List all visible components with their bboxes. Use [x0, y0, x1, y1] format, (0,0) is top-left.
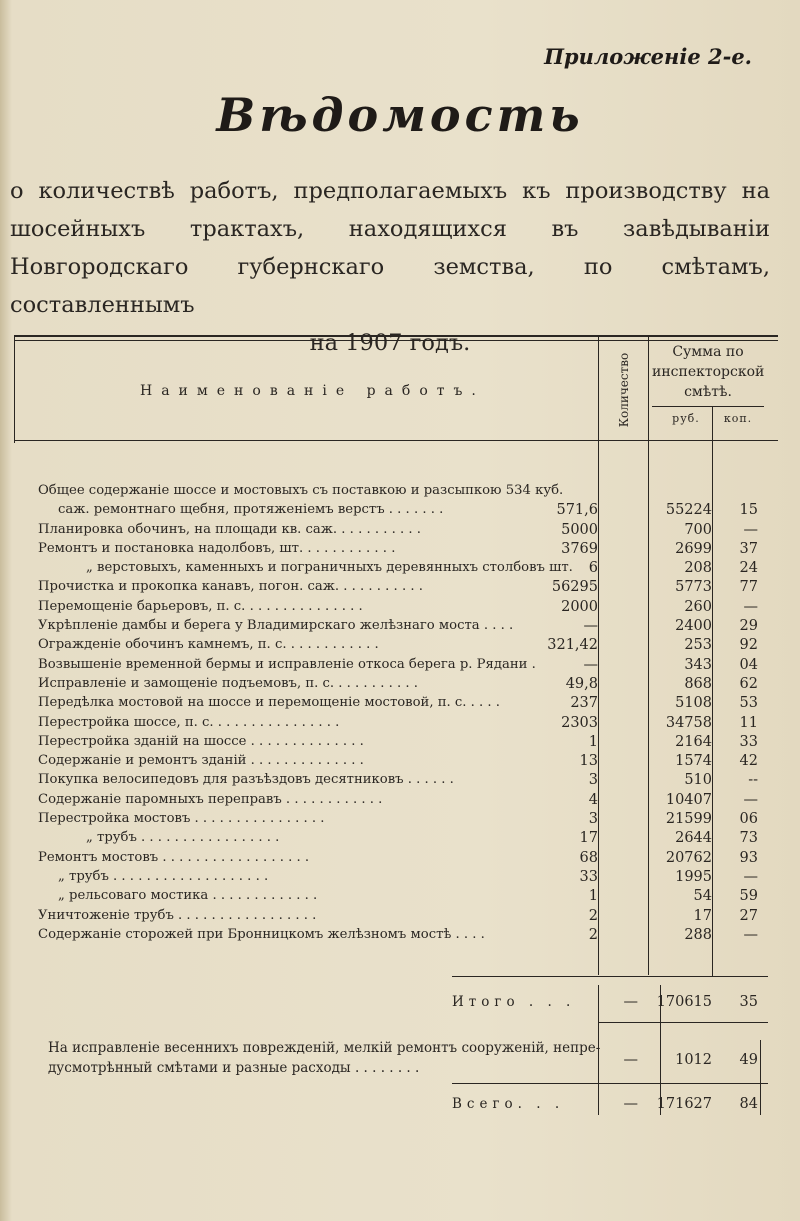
row-qty: 237: [570, 695, 598, 712]
row-name: Ремонтъ мостовъ . . . . . . . . . . . . . . . . . .: [38, 849, 310, 865]
itogo-qty: —: [623, 994, 638, 1010]
row-name: „ трубъ . . . . . . . . . . . . . . . . . . .: [58, 868, 269, 884]
row-kop: —: [743, 598, 758, 615]
row-name: Покупка велосипедовъ для разъѣздовъ десятниковъ . . . . . .: [38, 772, 454, 788]
header-quantity: [610, 342, 638, 438]
row-kop: 59: [739, 888, 758, 905]
table-row: [38, 792, 768, 811]
row-name: Огражденіе обочинъ камнемъ, п. с. . . . . . . . . . . .: [38, 637, 379, 653]
row-qty: 3: [588, 772, 598, 789]
row-qty: 2: [588, 926, 598, 943]
row-qty: 4: [588, 791, 598, 808]
row-rub: 5773: [675, 579, 712, 596]
row-kop: —: [743, 521, 758, 538]
page-title: Вѣдомость: [216, 88, 584, 142]
table-row: [38, 734, 768, 753]
table-row: [38, 850, 768, 869]
row-rub: 868: [684, 675, 712, 692]
row-kop: 24: [739, 560, 758, 577]
row-name: Прочистка и прокопка канавъ, погон. саж. . . . . . . . . . .: [38, 579, 423, 595]
row-rub: 288: [684, 926, 712, 943]
repair-label-2: дусмотрѣнный смѣтами и разные расходы . . . . . . . .: [48, 1060, 420, 1076]
table-row: [38, 927, 768, 946]
row-qty: 571,6: [556, 502, 598, 519]
table-row: [38, 502, 768, 521]
sum-divider-rub: [660, 985, 661, 1115]
table-row: [38, 541, 768, 560]
subtitle-line-1: о количествѣ работъ, предполагаемыхъ къ производству на шосейныхъ трактахъ, находящихся въ завѣдываніи Новгородскаго губернскаго земства, по смѣтамъ, составленнымъ: [10, 178, 770, 318]
row-kop: 42: [739, 753, 758, 770]
row-qty: 321,42: [547, 637, 598, 654]
table-row: [38, 753, 768, 772]
row-rub: 21599: [665, 811, 712, 828]
row-rub: 253: [684, 637, 712, 654]
row-name: Перестройка мостовъ . . . . . . . . . . . . . . . .: [38, 811, 325, 827]
row-kop: 53: [739, 695, 758, 712]
row-kop: 27: [739, 907, 758, 924]
row-name: Возвышеніе временной бермы и исправленіе откоса берега р. Рядани .: [38, 656, 536, 672]
row-kop: --: [748, 772, 758, 789]
left-border: [14, 335, 15, 443]
row-qty: 1: [588, 733, 598, 750]
row-rub: 54: [693, 888, 712, 905]
row-rub: 1995: [675, 868, 712, 885]
table-row: [38, 618, 768, 637]
header-kop: коп.: [723, 412, 753, 425]
itogo-rub: 170615: [656, 994, 712, 1010]
row-qty: 2000: [561, 598, 598, 615]
table-row: [38, 715, 768, 734]
row-qty: 49,8: [565, 675, 598, 692]
row-kop: 15: [739, 502, 758, 519]
row-kop: 73: [739, 830, 758, 847]
row-kop: 29: [739, 618, 758, 635]
row-rub: 2644: [675, 830, 712, 847]
row-rub: 2164: [675, 733, 712, 750]
header-quantity-label: Количество: [617, 352, 631, 428]
table-row: [38, 772, 768, 791]
row-qty: 1: [588, 888, 598, 905]
row-rub: 5108: [675, 695, 712, 712]
row-rub: 260: [684, 598, 712, 615]
row-qty: 3769: [561, 540, 598, 557]
row-name: Перестройка зданій на шоссе . . . . . . . . . . . . . .: [38, 733, 364, 749]
sum-divider-qty: [598, 985, 599, 1115]
row-name: Общее содержаніе шоссе и мостовыхъ съ поставкою и разсыпкою 534 куб.: [38, 483, 564, 498]
row-qty: —: [583, 656, 598, 673]
row-kop: 77: [739, 579, 758, 596]
row-qty: 6: [588, 560, 598, 577]
vsego-qty: —: [623, 1096, 638, 1112]
row-kop: 62: [739, 675, 758, 692]
row-name: Ремонтъ и постановка надолбовъ, шт. . . . . . . . . . . .: [38, 540, 396, 556]
row-name: Уничтоженіе трубъ . . . . . . . . . . . . . . . . .: [38, 907, 317, 923]
vsego-rub: 171627: [656, 1096, 712, 1112]
row-qty: 3: [588, 811, 598, 828]
table-row: [38, 888, 768, 907]
table-top-rule-thin: [14, 340, 778, 341]
row-kop: 06: [739, 811, 758, 828]
row-name: Содержаніе паромныхъ переправъ . . . . . . . . . . . .: [38, 791, 383, 807]
row-name: Перестройка шоссе, п. с. . . . . . . . . . . . . . . .: [38, 714, 340, 730]
row-rub: 1574: [675, 753, 712, 770]
table-row: [38, 483, 768, 502]
subtitle: [10, 172, 770, 362]
table-top-rule: [14, 335, 778, 337]
table-row: [38, 599, 768, 618]
row-rub: 2699: [675, 540, 712, 557]
row-rub: 510: [684, 772, 712, 789]
row-name: Планировка обочинъ, на площади кв. саж. . . . . . . . . . .: [38, 521, 421, 537]
vsego-rule: [452, 1083, 768, 1084]
header-sum-rule: [652, 406, 764, 407]
row-name: Содержаніе и ремонтъ зданій . . . . . . . . . . . . . .: [38, 753, 364, 769]
row-name: „ трубъ . . . . . . . . . . . . . . . . .: [86, 830, 280, 846]
header-works-name: Наименованіе работъ.: [140, 383, 485, 399]
row-kop: 37: [739, 540, 758, 557]
row-rub: 2400: [675, 618, 712, 635]
row-kop: 93: [739, 849, 758, 866]
header-bottom-rule: [14, 440, 778, 441]
repair-kop: 49: [739, 1052, 758, 1068]
row-qty: 33: [579, 868, 598, 885]
table-row: [38, 695, 768, 714]
row-rub: 10407: [665, 791, 712, 808]
table-row: [38, 579, 768, 598]
row-name: саж. ремонтнаго щебня, протяженіемъ верстъ . . . . . . .: [58, 502, 444, 518]
row-rub: 55224: [665, 502, 712, 519]
header-sum: Сумма по инспекторской смѣтѣ.: [652, 344, 765, 400]
row-kop: —: [743, 926, 758, 943]
row-rub: 208: [684, 560, 712, 577]
row-kop: —: [743, 791, 758, 808]
itogo-rule: [452, 976, 768, 977]
row-rub: 700: [684, 521, 712, 538]
row-qty: 68: [579, 849, 598, 866]
table-row: [38, 637, 768, 656]
repair-qty: —: [623, 1052, 638, 1068]
works-table-body: [38, 483, 768, 946]
row-qty: 2303: [561, 714, 598, 731]
repair-label-1: На исправленіе весеннихъ поврежденій, мелкій ремонтъ сооруженій, непре-: [48, 1040, 601, 1056]
row-kop: —: [743, 868, 758, 885]
header-rub: руб.: [672, 412, 700, 425]
table-row: [38, 830, 768, 849]
table-row: [38, 869, 768, 888]
subtitle-line-2: на 1907 годъ.: [309, 330, 471, 356]
repair-rub: 1012: [675, 1052, 712, 1068]
table-row: [38, 522, 768, 541]
row-qty: —: [583, 618, 598, 635]
row-name: Передѣлка мостовой на шоссе и перемощеніе мостовой, п. с. . . . .: [38, 695, 501, 711]
row-kop: 92: [739, 637, 758, 654]
table-row: [38, 560, 768, 579]
row-rub: 343: [684, 656, 712, 673]
row-rub: 17: [693, 907, 712, 924]
table-row: [38, 657, 768, 676]
row-kop: 11: [739, 714, 758, 731]
appendix-label: Приложеніе 2-е.: [544, 44, 752, 69]
row-name: „ верстовыхъ, каменныхъ и пограничныхъ деревянныхъ столбовъ шт.: [86, 560, 573, 576]
row-kop: 33: [739, 733, 758, 750]
row-rub: 34758: [665, 714, 712, 731]
sum-divider-kop: [760, 1040, 761, 1115]
row-name: Укрѣпленіе дамбы и берега у Владимирскаго желѣзнаго моста . . . .: [38, 618, 514, 634]
itogo-bottom-rule: [598, 1022, 768, 1023]
vsego-kop: 84: [739, 1096, 758, 1112]
row-qty: 17: [579, 830, 598, 847]
row-name: Содержаніе сторожей при Бронницкомъ желѣзномъ мостѣ . . . .: [38, 926, 485, 942]
itogo-label: Итого . . .: [452, 994, 576, 1010]
row-qty: 13: [579, 753, 598, 770]
table-row: [38, 908, 768, 927]
row-qty: 56295: [551, 579, 598, 596]
row-kop: 04: [739, 656, 758, 673]
row-qty: 2: [588, 907, 598, 924]
row-name: „ рельсоваго мостика . . . . . . . . . . . . .: [58, 888, 318, 904]
row-name: Перемощеніе барьеровъ, п. с. . . . . . . . . . . . . . .: [38, 598, 363, 614]
row-rub: 20762: [665, 849, 712, 866]
vsego-label: Всего. . .: [452, 1096, 565, 1112]
row-qty: 5000: [561, 521, 598, 538]
table-row: [38, 811, 768, 830]
row-name: Исправленіе и замощеніе подъемовъ, п. с. . . . . . . . . . .: [38, 675, 418, 691]
table-row: [38, 676, 768, 695]
itogo-kop: 35: [739, 994, 758, 1010]
